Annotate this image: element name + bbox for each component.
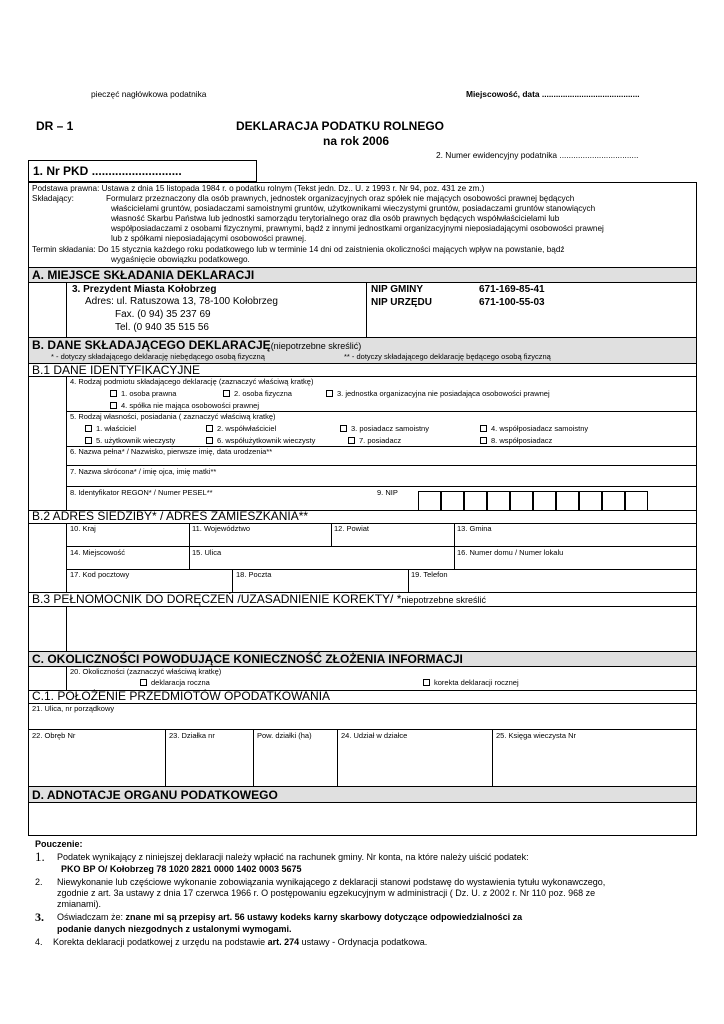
legal-basis: Podstawa prawna: Ustawa z dnia 15 listopada 1984 r. o podatku rolnym (Tekst jedn. Dz.. U. z 1993 r. Nr 94, poz. 431 ze zm.) [32,184,485,193]
checkbox-icon[interactable] [480,437,487,444]
option-correction[interactable] [423,679,519,687]
f5-option-7-label: 7. posiadacz [359,436,402,445]
f5-option-8[interactable] [480,437,552,445]
filers-line-4: współposiadaczami z osobami fizycznymi, prawnymi, bądź z innymi jednostkami organizacyjnymi nieposiadającymi osobowości prawnej [111,224,604,233]
section-d-notes-area [29,803,696,835]
place-date-label [466,90,640,98]
f8-label[interactable]: 8. Identyfikator REGON* / Numer PESEL** [70,488,213,497]
f19-phone[interactable]: 19. Telefon [411,570,448,579]
deadline-line-2: wygaśnięcie obowiązku podatkowego. [111,255,250,264]
section-b-title-text: B. DANE SKŁADAJĄCEGO DEKLARACJĘ [32,338,271,352]
f4-option-4[interactable] [110,402,259,410]
checkbox-icon[interactable] [110,402,117,409]
checkbox-icon[interactable] [423,679,430,686]
nip-gminy-value: 671-169-85-41 [479,284,545,295]
nip-urzedu-value: 671-100-55-03 [479,297,545,308]
place-date-text: Miejscowość, data [466,89,540,99]
instruction-4-pre: Korekta deklaracji podatkowej z urzędu na podstawie [53,937,268,947]
nip-digit-box[interactable] [510,491,533,511]
checkbox-icon[interactable] [223,390,230,397]
section-a-title: A. MIEJSCE SKŁADANIA DEKLARACJI [32,268,255,282]
f5-option-7[interactable] [348,437,401,445]
f4-option-2[interactable] [223,390,292,398]
nip-digit-box[interactable] [418,491,441,511]
checkbox-icon[interactable] [348,437,355,444]
f24-share[interactable]: 24. Udział w działce [341,731,408,740]
instruction-4-bold: art. 274 [267,937,300,947]
f9-label: 9. NIP [377,488,398,497]
f4-option-2-label: 2. osoba fizyczna [234,389,292,398]
tax-office-address: Adres: ul. Ratuszowa 13, 78-100 Kołobrzeg [85,296,278,307]
place-date-dots[interactable]: .......................................... [541,89,640,99]
instruction-2-line-1: Niewykonanie lub częściowe wykonanie zobowiązania wynikającego z deklaracji stanowi podstawę do wystawienia tytułu wykonawczego, [57,877,606,887]
checkbox-icon[interactable] [140,679,147,686]
nip-digit-box[interactable] [464,491,487,511]
f17-postal-code[interactable]: 17. Kod pocztowy [70,570,130,579]
instruction-4-post: ustawy - Ordynacja podatkowa. [299,937,428,947]
tax-office-fax: Fax. (0 94) 35 237 69 [115,309,211,320]
evidence-number-label: 2. Numer ewidencyjny podatnika [436,150,558,160]
tax-office-tel: Tel. (0 940 35 515 56 [115,322,209,333]
filers-line-2: właścicielami gruntów, posiadaczami samoistnymi gruntów, użytkownikami wieczystymi gruntów, posiadaczami gruntów stanowiących [111,204,596,213]
evidence-number-dots[interactable]: .................................. [559,150,639,160]
instruction-4-number: 4. [35,937,43,947]
b3-title-text: B.3 PEŁNOMOCNIK DO DORĘCZEŃ /UZASADNIENIE KOREKTY/ * [32,592,402,606]
nip-gminy-label: NIP GMINY [371,284,424,295]
f5-option-4-label: 4. współposiadacz samoistny [491,424,589,433]
instruction-1-text: Podatek wynikający z niniejszej deklaracji należy wpłacić na rachunek gminy. Nr konta, na które należy uiścić podatek: [57,852,529,862]
f6-label[interactable]: 6. Nazwa pełna* / Nazwisko, pierwsze imię, data urodzenia** [70,447,273,456]
filers-line-1: Formularz przeznaczony dla osób prawnych, jednostek organizacyjnych oraz spółek nie mających osobowości prawnej będących [106,194,575,203]
f22-precinct[interactable]: 22. Obręb Nr [32,731,76,740]
checkbox-icon[interactable] [206,437,213,444]
option-annual[interactable] [140,679,210,687]
f4-option-3-label: 3. jednostka organizacyjna nie posiadająca osobowości prawnej [337,389,550,398]
nip-digit-box[interactable] [533,491,556,511]
f21-street[interactable]: 21. Ulica, nr porządkowy [32,704,115,713]
f16-house-number[interactable]: 16. Numer domu / Numer lokalu [457,548,564,557]
f4-option-3[interactable] [326,390,550,398]
instruction-1-number: 1. [35,849,45,864]
f4-option-4-label: 4. spółka nie mająca osobowości prawnej [121,401,259,410]
checkbox-icon[interactable] [340,425,347,432]
deadline-line-1: Termin składania: Do 15 stycznia każdego roku podatkowego lub w terminie 14 dni od zaistnienia okoliczności mających wpływ na powstanie, bądź [32,245,565,254]
tax-office-name: 3. Prezydent Miasta Kołobrzeg [72,284,217,295]
f4-option-1-label: 1. osoba prawna [121,389,177,398]
f5-option-5[interactable] [85,437,175,445]
f12-county[interactable]: 12. Powiat [334,524,370,533]
note-natural-person: ** - dotyczy składającego deklarację będącego osobą fizyczną [344,352,551,361]
filers-line-5: lub z spółkami nieposiadającymi osobowości prawnej. [111,234,307,243]
f5-option-4[interactable] [480,425,588,433]
form-title: DEKLARACJA PODATKU ROLNEGO [236,119,445,133]
f11-voivodeship[interactable]: 11. Województwo [192,524,251,533]
f25-land-register[interactable]: 25. Księga wieczysta Nr [496,731,577,740]
f15-street[interactable]: 15. Ulica [192,548,222,557]
instruction-3-text [57,913,522,922]
f7-label[interactable]: 7. Nazwa skrócona* / imię ojca, imię matki** [70,467,217,476]
f5-option-5-label: 5. użytkownik wieczysty [96,436,176,445]
f10-country[interactable]: 10. Kraj [70,524,96,533]
checkbox-icon[interactable] [326,390,333,397]
filers-label: Składający: [32,194,74,203]
bank-account: PKO BP O/ Kołobrzeg 78 1020 2821 0000 1402 0003 5675 [61,864,302,874]
instruction-2-line-2: zgodnie z art. 3a ustawy z dnia 17 czerwca 1966 r. O postępowaniu egzekucyjnym w administracji ( Dz. U. z 2002 r. Nr 110 poz. 968 ze [57,888,596,898]
f5-option-3[interactable] [340,425,429,433]
checkbox-icon[interactable] [206,425,213,432]
instructions-title: Pouczenie: [35,839,83,849]
f5-option-1-label: 1. właściciel [96,424,137,433]
f5-option-2[interactable] [206,425,276,433]
section-c-title: C. OKOLICZNOŚCI POWODUJĄCE KONIECZNOŚĆ ZŁOŻENIA INFORMACJI [32,652,463,666]
f14-locality[interactable]: 14. Miejscowość [70,548,126,557]
checkbox-icon[interactable] [85,425,92,432]
b1-title: B.1 DANE IDENTYFIKACYJNE [32,363,201,377]
f5-option-8-label: 8. współposiadacz [491,436,553,445]
f5-label: 5. Rodzaj własności, posiadania ( zaznaczyć właściwą kratkę) [70,412,276,421]
filers-line-3: własność Skarbu Państwa lub jednostki samorządu terytorialnego oraz dla osób prawnych będących współwłaścicielami lub [111,214,560,223]
instruction-2-line-3: zmianami). [57,899,102,909]
instruction-3-number: 3. [35,910,44,924]
form-code: DR – 1 [36,119,74,133]
f18-post-office[interactable]: 18. Poczta [236,570,272,579]
pkd-dots: ........................... [91,164,182,178]
note-legal-person: * - dotyczy składającego deklarację niebędącego osobą fizyczną [51,352,265,361]
f5-option-2-label: 2. współwłaściciel [217,424,277,433]
evidence-number[interactable] [436,151,639,159]
f4-option-1[interactable] [110,390,176,398]
stamp-label: pieczęć nagłówkowa podatnika [91,89,207,99]
nip-digit-box[interactable] [602,491,625,511]
b2-title: B.2 ADRES SIEDZIBY* / ADRES ZAMIESZKANIA** [32,509,309,523]
b3-title-note: niepotrzebne skreślić [401,595,486,605]
f5-option-3-label: 3. posiadacz samoistny [351,424,429,433]
f4-label: 4. Rodzaj podmiotu składającego deklarację (zaznaczyć właściwą kratkę) [70,377,314,386]
nip-digit-box[interactable] [441,491,464,511]
nip-digit-box[interactable] [579,491,602,511]
option-annual-label: deklaracja roczna [151,678,210,687]
nip-digit-box[interactable] [556,491,579,511]
instruction-4-text [53,938,427,947]
instruction-3-bold-2: podanie danych niezgodnych z ustalonymi wymogami. [57,924,292,934]
nip-digit-box[interactable] [625,491,648,511]
instruction-3-pre: Oświadczam że: [57,912,126,922]
pkd-label-text: 1. Nr PKD [33,164,89,178]
b3-title [32,593,486,605]
checkbox-icon[interactable] [480,425,487,432]
instruction-3-bold: znane mi są przepisy art. 56 ustawy kodeks karny skarbowy dotyczące odpowiedzialności za [125,912,523,922]
f5-option-6[interactable] [206,437,315,445]
section-b-title [32,339,361,351]
b3-input-area[interactable] [67,607,695,650]
instruction-2-number: 2. [35,877,43,887]
legal-basis-block [32,184,484,194]
c1-title: C.1. POŁOŻENIE PRZEDMIOTÓW OPODATKOWANIA [32,689,331,703]
f-plot-area[interactable]: Pow. działki (ha) [257,731,312,740]
nip-urzedu-label: NIP URZĘDU [371,297,432,308]
pkd-label [33,165,182,177]
checkbox-icon[interactable] [110,390,117,397]
f13-commune[interactable]: 13. Gmina [457,524,492,533]
option-correction-label: korekta deklaracji rocznej [434,678,519,687]
section-b-title-note: (niepotrzebne skreślić) [270,341,362,351]
f20-label: 20. Okoliczności (zaznaczyć właściwą kratkę) [70,667,222,676]
f23-plot[interactable]: 23. Działka nr [169,731,215,740]
checkbox-icon[interactable] [85,437,92,444]
form-year: na rok 2006 [323,134,390,148]
f5-option-1[interactable] [85,425,136,433]
nip-digit-box[interactable] [487,491,510,511]
section-d-title: D. ADNOTACJE ORGANU PODATKOWEGO [32,788,278,802]
f5-option-6-label: 6. współużytkownik wieczysty [217,436,316,445]
